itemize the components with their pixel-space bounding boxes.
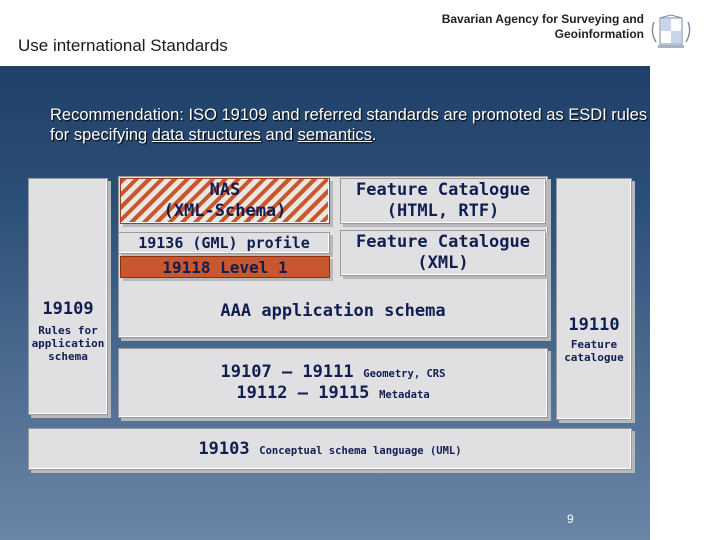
nas-xml-schema-box: [120, 178, 330, 224]
agency-line-2: Geoinformation: [554, 27, 644, 41]
nas-line-1: NAS: [209, 180, 241, 200]
gml-profile-label: 19136 (GML) profile: [138, 234, 310, 252]
header: [0, 0, 720, 66]
iso-19103-box: [28, 428, 632, 470]
geometry-label: Geometry, CRS: [363, 368, 446, 380]
feature-catalogue-html-box: [340, 178, 546, 224]
metadata-label: Metadata: [379, 389, 430, 401]
iso-19118-level1-box: [120, 256, 330, 278]
iso-19103-number: 19103: [198, 438, 250, 459]
agency-name: [442, 12, 644, 42]
recommendation-middle: and: [260, 126, 298, 144]
iso-19109-box: [28, 178, 108, 415]
page-number: 9: [567, 512, 574, 526]
metadata-row: [236, 383, 429, 404]
right-margin: [650, 66, 720, 540]
iso-19103-label: Conceptual schema language (UML): [259, 444, 462, 457]
fc-xml-line-1: Feature Catalogue: [356, 232, 530, 252]
gml-profile-box: [118, 232, 330, 254]
metadata-range: 19112 – 19115: [236, 383, 370, 403]
iso-19109-number: 19109: [42, 298, 94, 319]
bavarian-coat-of-arms-icon: [648, 12, 694, 50]
fc-html-line-2: (HTML, RTF): [386, 201, 500, 221]
recommendation-underline-semantics: semantics: [297, 126, 372, 144]
geometry-range: 19107 – 19111: [220, 362, 354, 382]
fc-xml-line-2: (XML): [417, 253, 469, 273]
recommendation-underline-structures: data structures: [151, 126, 261, 144]
iso-19107-19115-box: [118, 348, 548, 418]
iso-19109-caption: Rules for application schema: [31, 323, 105, 363]
geometry-row: [221, 362, 446, 383]
level1-label: 19118 Level 1: [162, 257, 288, 277]
nas-line-2: (XML-Schema): [163, 201, 287, 221]
recommendation-prefix: Recommendation: ISO 19109 and referred standards are promoted as ESDI rules for specifying: [50, 106, 648, 144]
page-title: Use international Standards: [18, 36, 228, 55]
iso-19110-box: [556, 178, 632, 420]
fc-html-line-1: Feature Catalogue: [356, 180, 530, 200]
iso-19110-caption: Feature catalogue: [564, 337, 624, 364]
agency-line-1: Bavarian Agency for Surveying and: [441, 12, 644, 26]
aaa-label: AAA application schema: [220, 300, 446, 321]
conceptual-row: [198, 439, 461, 460]
iso-19110-number: 19110: [568, 314, 620, 335]
recommendation-text: [50, 105, 650, 145]
recommendation-suffix: .: [371, 126, 377, 144]
feature-catalogue-xml-box: [340, 230, 546, 276]
